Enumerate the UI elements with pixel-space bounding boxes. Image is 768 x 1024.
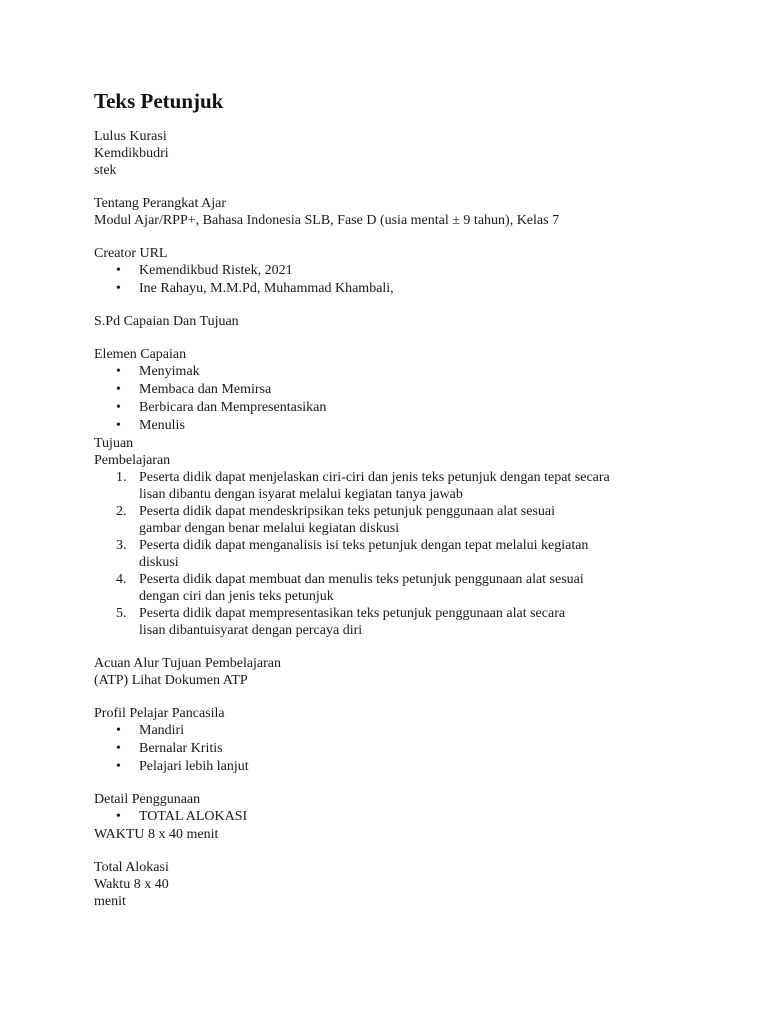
creator-heading: Creator URL: [94, 246, 168, 261]
perangkat-heading: Tentang Perangkat Ajar: [94, 196, 226, 211]
capaian-heading: S.Pd Capaian Dan Tujuan: [94, 314, 239, 329]
curation-line: Lulus Kurasi: [94, 129, 167, 144]
list-item: 2. Peserta didik dapat mendeskripsikan teks petunjuk penggunaan alat sesuai gambar dengan benar melalui kegiatan diskusi: [116, 504, 556, 536]
creator-section: [94, 245, 714, 297]
detail-list: [94, 808, 714, 825]
list-item[interactable]: [94, 758, 714, 775]
elemen-heading: Elemen Capaian: [94, 347, 187, 362]
tujuan-heading: Tujuan: [94, 436, 134, 451]
total-line: menit: [94, 894, 126, 909]
list-item: • Membaca dan Memirsa: [116, 382, 272, 397]
list-item: • Menyimak: [116, 364, 200, 379]
profil-list: [94, 722, 714, 775]
list-number: 1.: [116, 470, 127, 485]
list-number: 4.: [116, 572, 127, 587]
list-item: • TOTAL ALOKASI: [116, 809, 248, 824]
atp-line: (ATP) Lihat Dokumen ATP: [94, 673, 248, 688]
profil-section: [94, 705, 714, 775]
list-item: • Menulis: [116, 418, 185, 433]
elemen-section: [94, 346, 714, 434]
detail-heading: Detail Penggunaan: [94, 792, 201, 807]
list-item: • Kemendikbud Ristek, 2021: [116, 263, 293, 278]
atp-section: [94, 655, 714, 689]
curation-line: Kemdikbudri: [94, 146, 169, 161]
list-item: 5. Peserta didik dapat mempresentasikan teks petunjuk penggunaan alat secara lisan dibantuisyarat dengan percaya diri: [116, 606, 566, 638]
list-item: • Berbicara dan Mempresentasikan: [116, 400, 327, 415]
total-line: Total Alokasi: [94, 860, 169, 875]
perangkat-text: Modul Ajar/RPP+, Bahasa Indonesia SLB, Fase D (usia mental ± 9 tahun), Kelas 7: [94, 213, 560, 228]
list-item: • Bernalar Kritis: [116, 741, 223, 756]
learn-more-link[interactable]: Pelajari lebih lanjut: [139, 759, 249, 774]
bullet-icon: •: [116, 809, 121, 824]
tujuan-list: [94, 469, 714, 639]
atp-line: Acuan Alur Tujuan Pembelajaran: [94, 656, 282, 671]
perangkat-section: [94, 195, 714, 229]
list-item: 4. Peserta didik dapat membuat dan menulis teks petunjuk penggunaan alat sesuai dengan ciri dan jenis teks petunjuk: [116, 572, 584, 604]
total-line: Waktu 8 x 40: [94, 877, 169, 892]
bullet-icon: •: [116, 364, 121, 379]
profil-heading: Profil Pelajar Pancasila: [94, 706, 225, 721]
bullet-icon: •: [116, 400, 121, 415]
capaian-section: [94, 313, 714, 330]
elemen-list: [94, 363, 714, 434]
page-title: Teks Petunjuk: [94, 89, 224, 113]
list-number: 5.: [116, 606, 127, 621]
curation-info: [94, 128, 714, 179]
bullet-icon: •: [116, 723, 121, 738]
document-page: [94, 88, 714, 926]
curation-line: stek: [94, 163, 117, 178]
list-number: 3.: [116, 538, 127, 553]
bullet-icon: •: [116, 382, 121, 397]
tujuan-section: [94, 435, 714, 639]
total-section: [94, 859, 714, 910]
list-item: • Ine Rahayu, M.M.Pd, Muhammad Khambali,: [116, 281, 394, 296]
tujuan-heading: Pembelajaran: [94, 453, 171, 468]
bullet-icon: •: [116, 741, 121, 756]
bullet-icon: •: [116, 418, 121, 433]
creator-list: [94, 262, 714, 297]
list-item: 3. Peserta didik dapat menganalisis isi teks petunjuk dengan tepat melalui kegiatan diskusi: [116, 538, 589, 570]
bullet-icon: •: [116, 281, 121, 296]
bullet-icon: •: [116, 263, 121, 278]
bullet-icon: •: [116, 759, 121, 774]
list-number: 2.: [116, 504, 127, 519]
list-item: • Mandiri: [116, 723, 185, 738]
detail-after: WAKTU 8 x 40 menit: [94, 827, 219, 842]
list-item: 1. Peserta didik dapat menjelaskan ciri-ciri dan jenis teks petunjuk dengan tepat secara lisan dibantu dengan isyarat melalui kegiatan tanya jawab: [116, 470, 610, 502]
detail-section: [94, 791, 714, 843]
